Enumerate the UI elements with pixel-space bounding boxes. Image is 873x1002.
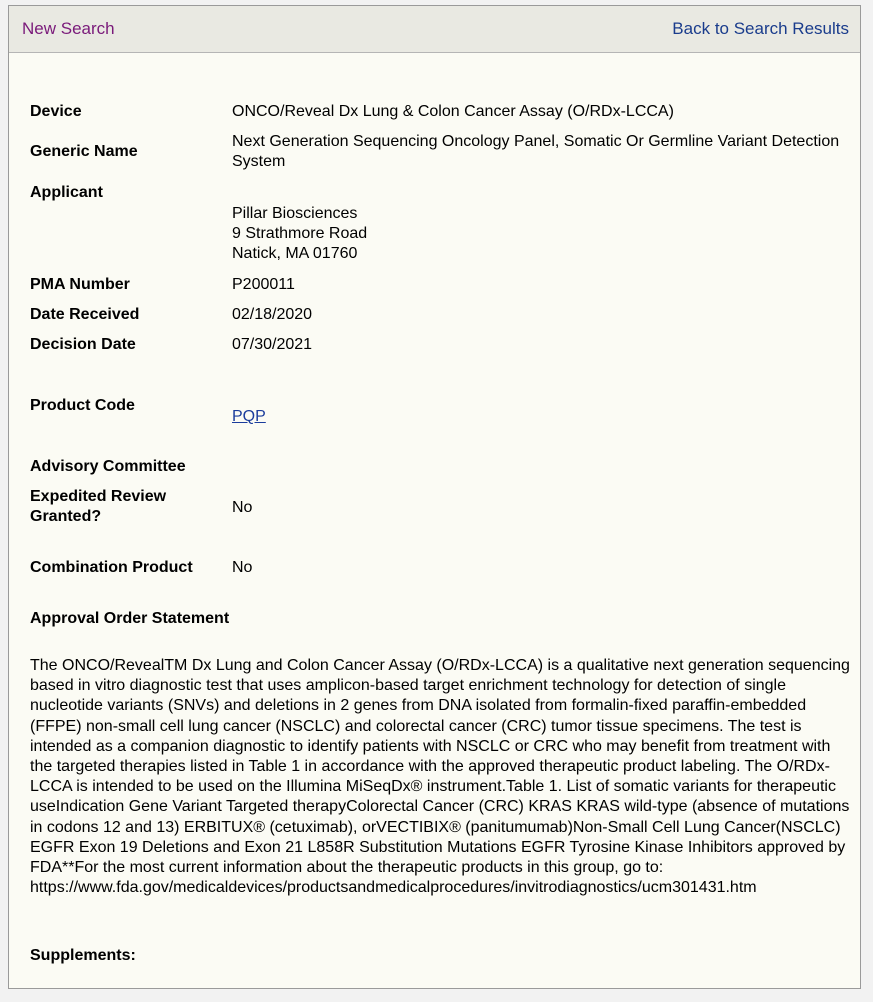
combination-product-label: Combination Product	[30, 559, 193, 576]
applicant-name: Pillar Biosciences	[232, 205, 358, 222]
applicant-street: 9 Strathmore Road	[232, 225, 368, 242]
new-search-link[interactable]: New Search	[22, 19, 115, 38]
combination-product-value: No	[232, 559, 253, 576]
product-code-label: Product Code	[30, 397, 135, 414]
generic-name-label: Generic Name	[30, 143, 138, 160]
generic-name-value: Next Generation Sequencing Oncology Panel, Somatic Or Germline Variant Detection System	[232, 133, 840, 170]
supplements-label: Supplements:	[30, 947, 136, 964]
approval-order-label: Approval Order Statement	[30, 610, 230, 627]
advisory-committee-label: Advisory Committee	[30, 458, 186, 475]
device-value: ONCO/Reveal Dx Lung & Colon Cancer Assay (O/RDx-LCCA)	[232, 103, 674, 120]
approval-order-statement: The ONCO/RevealTM Dx Lung and Colon Cancer Assay (O/RDx-LCCA) is a qualitative next generation sequencing based in vitro diagnostic test that uses amplicon-based target enrichment technology for detection of single nucleotide variants (SNVs) and deletions in 2 genes from DNA isolated from formalin-fixed paraffin-embedded (FFPE) non-small cell lung cancer (NSCLC) and colorectal cancer (CRC) tumor tissue specimens. The test is intended as a companion diagnostic to identify patients with NSCLC or CRC who may benefit from treatment with the targeted therapies listed in Table 1 in accordance with the approved therapeutic product labeling. The O/RDx-LCCA is intended to be used on the Illumina MiSeqDx® instrument.Table 1. List of somatic variants for therapeutic useIndication Gene Variant Targeted therapyColorectal Cancer (CRC) KRAS KRAS wild-type (absence of mutations in codons 12 and 13) ERBITUX® (cetuximab), orVECTIBIX® (panitumumab)Non-Small Cell Lung Cancer(NSCLC) EGFR Exon 19 Deletions and Exon 21 L858R Substitution Mutations EGFR Tyrosine Kinase Inhibitors approved by FDA**For the most current information about the therapeutic products in this group, go to: https://www.fda.gov/medicaldevices/productsandmedicalprocedures/invitrodiagnostics/ucm301431.htm	[30, 657, 850, 897]
applicant-city: Natick, MA 01760	[232, 245, 358, 262]
product-code-link[interactable]: PQP	[232, 408, 266, 425]
applicant-address	[232, 204, 852, 264]
expedited-review-label: Expedited Review Granted?	[30, 488, 167, 525]
pma-number-label: PMA Number	[30, 276, 130, 293]
pma-number-value: P200011	[232, 276, 295, 293]
decision-date-label: Decision Date	[30, 336, 136, 353]
device-label: Device	[30, 103, 82, 120]
date-received-label: Date Received	[30, 306, 140, 323]
record-panel	[8, 5, 861, 989]
applicant-label: Applicant	[30, 184, 103, 201]
date-received-value: 02/18/2020	[232, 306, 313, 323]
decision-date-value: 07/30/2021	[232, 336, 313, 353]
navigation-bar	[9, 6, 860, 53]
back-to-search-results-link[interactable]: Back to Search Results	[672, 19, 849, 38]
expedited-review-value: No	[232, 499, 253, 516]
